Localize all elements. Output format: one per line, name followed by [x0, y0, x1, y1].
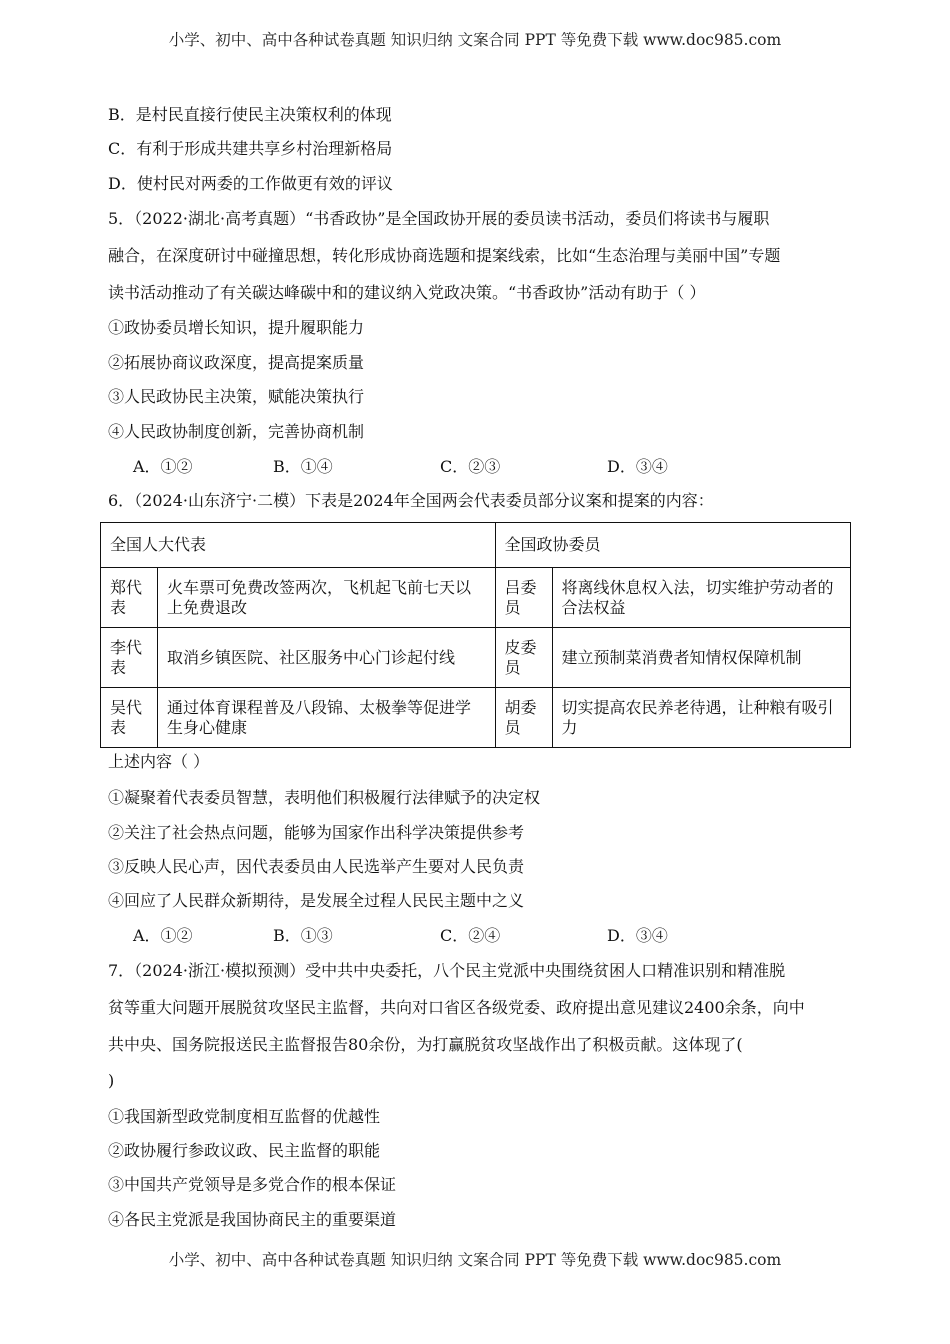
q6-choice-a: A．①② — [133, 926, 193, 945]
q7-stem-line: ) — [108, 1071, 115, 1090]
q5-stem-line: 5．（2022·湖北·高考真题）“书香政协”是全国政协开展的委员读书活动，委员们将读书与履职 — [108, 209, 770, 228]
q5-choice-a: A．①② — [133, 457, 193, 476]
q4-option-d: D．使村民对两委的工作做更有效的评议 — [108, 174, 393, 193]
npc-deputy-name: 吴代表 — [101, 688, 158, 748]
table-header-cppcc: 全国政协委员 — [495, 523, 850, 568]
q4-option-c: C．有利于形成共建共享乡村治理新格局 — [108, 139, 393, 158]
q5-stem-line: 读书活动推动了有关碳达峰碳中和的建议纳入党政决策。“书香政协”活动有助于（ ） — [108, 283, 706, 302]
q6-choice-c: C．②④ — [440, 926, 501, 945]
q6-item: ①凝聚着代表委员智慧，表明他们积极履行法律赋予的决定权 — [108, 788, 541, 807]
q6-item: ③反映人民心声，因代表委员由人民选举产生要对人民负责 — [108, 857, 525, 876]
table-row — [101, 628, 851, 688]
cppcc-proposal: 切实提高农民养老待遇，让种粮有吸引力 — [552, 688, 850, 748]
cppcc-member-name: 皮委员 — [495, 628, 552, 688]
q7-item: ①我国新型政党制度相互监督的优越性 — [108, 1107, 381, 1126]
page-footer: 小学、初中、高中各种试卷真题 知识归纳 文案合同 PPT 等免费下载 www.doc985.com — [168, 1251, 782, 1269]
table-row — [101, 688, 851, 748]
q7-stem-line: 共中央、国务院报送民主监督报告80余份，为打赢脱贫攻坚战作出了积极贡献。这体现了( — [108, 1035, 743, 1054]
cppcc-proposal: 建立预制菜消费者知情权保障机制 — [552, 628, 850, 688]
q5-item: ②拓展协商议政深度，提高提案质量 — [108, 353, 365, 372]
npc-proposal: 取消乡镇医院、社区服务中心门诊起付线 — [158, 628, 496, 688]
q6-item: ②关注了社会热点问题，能够为国家作出科学决策提供参考 — [108, 823, 525, 842]
q6-choice-d: D．③④ — [607, 926, 668, 945]
q6-choice-b: B．①③ — [273, 926, 333, 945]
npc-deputy-name: 李代表 — [101, 628, 158, 688]
table-row — [101, 568, 851, 628]
page-header: 小学、初中、高中各种试卷真题 知识归纳 文案合同 PPT 等免费下载 www.doc985.com — [168, 31, 782, 49]
q5-item: ①政协委员增长知识，提升履职能力 — [108, 318, 365, 337]
npc-proposal: 火车票可免费改签两次，飞机起飞前七天以上免费退改 — [158, 568, 496, 628]
q5-item: ③人民政协民主决策，赋能决策执行 — [108, 387, 365, 406]
q5-item: ④人民政协制度创新，完善协商机制 — [108, 422, 365, 441]
npc-deputy-name: 郑代表 — [101, 568, 158, 628]
q5-stem-line: 融合，在深度研讨中碰撞思想，转化形成协商选题和提案线索，比如“生态治理与美丽中国”专题 — [108, 246, 781, 265]
q6-proposal-table — [100, 522, 851, 748]
q5-choice-b: B．①④ — [273, 457, 333, 476]
q4-option-b: B．是村民直接行使民主决策权利的体现 — [108, 105, 392, 124]
q7-item: ③中国共产党领导是多党合作的根本保证 — [108, 1175, 397, 1194]
q7-item: ④各民主党派是我国协商民主的重要渠道 — [108, 1210, 397, 1229]
cppcc-member-name: 吕委员 — [495, 568, 552, 628]
q5-choices — [133, 456, 833, 478]
table-header-row — [101, 523, 851, 568]
cppcc-member-name: 胡委员 — [495, 688, 552, 748]
q7-stem-line: 7．（2024·浙江·模拟预测）受中共中央委托，八个民主党派中央围绕贫困人口精准识别和精准脱 — [108, 961, 786, 980]
q6-choices — [133, 925, 833, 947]
q6-stem: 6．（2024·山东济宁·二模）下表是2024年全国两会代表委员部分议案和提案的内容： — [108, 491, 714, 510]
q5-choice-d: D．③④ — [607, 457, 668, 476]
npc-proposal: 通过体育课程普及八段锦、太极拳等促进学生身心健康 — [158, 688, 496, 748]
q7-item: ②政协履行参政议政、民主监督的职能 — [108, 1141, 381, 1160]
table-header-npc: 全国人大代表 — [101, 523, 496, 568]
q6-item: ④回应了人民群众新期待，是发展全过程人民民主题中之义 — [108, 891, 525, 910]
q5-choice-c: C．②③ — [440, 457, 501, 476]
q7-stem-line: 贫等重大问题开展脱贫攻坚民主监督，共向对口省区各级党委、政府提出意见建议2400余条，向中 — [108, 998, 805, 1017]
q6-after-table: 上述内容（ ） — [108, 752, 210, 771]
cppcc-proposal: 将离线休息权入法，切实维护劳动者的合法权益 — [552, 568, 850, 628]
